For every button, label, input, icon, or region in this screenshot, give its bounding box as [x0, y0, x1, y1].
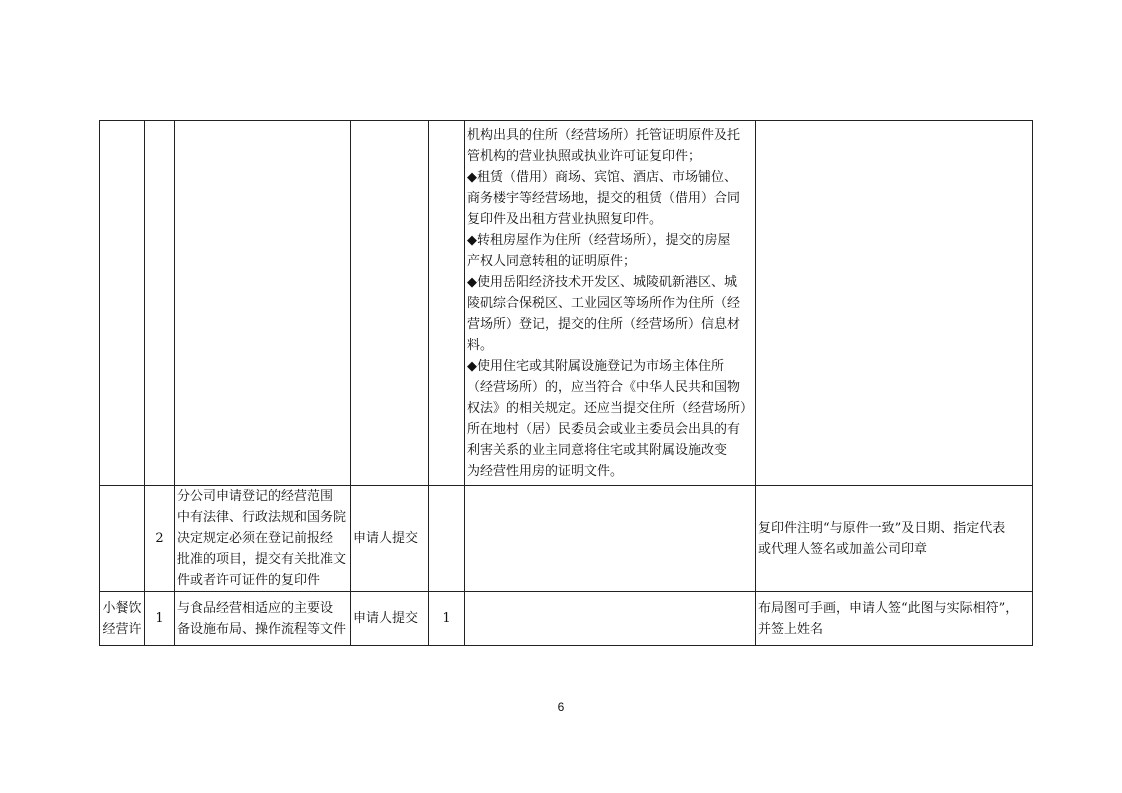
requirement-line: 陵矶综合保税区、工业园区等场所作为住所（经: [467, 295, 741, 311]
requirement-cell: [465, 486, 756, 592]
material-line: 批准的项目，提交有关批准文: [177, 552, 347, 567]
requirement-line: 料。: [467, 337, 494, 353]
requirement-line: ◆租赁（借用）商场、宾馆、酒店、市场铺位、: [467, 169, 737, 185]
page-number: 6: [557, 700, 565, 714]
material-line: 与食品经营相适应的主要设: [177, 600, 334, 616]
material-cell: [175, 592, 351, 646]
note-line: 复印件注明“与原件一致”及日期、指定代表: [758, 520, 1006, 536]
material-line: 分公司申请登记的经营范围: [177, 489, 334, 504]
index-cell: [145, 121, 175, 486]
requirement-cell: [465, 121, 756, 486]
requirement-line: 权法》的相关规定。还应当提交住所（经营场所）: [467, 400, 753, 416]
material-line: 中有法律、行政法规和国务院: [177, 510, 347, 525]
requirement-line: 为经营性用房的证明文件。: [467, 463, 624, 479]
category-cell: [100, 121, 145, 486]
note-line: 或代理人签名或加盖公司印章: [758, 541, 928, 557]
category-line: 经营许: [102, 621, 142, 637]
material-line: 决定规定必须在登记前报经: [177, 531, 334, 546]
material-line: 备设施布局、操作流程等文件: [177, 621, 347, 637]
category-cell: [100, 592, 145, 646]
source-cell: [351, 121, 429, 486]
requirement-line: 利害关系的业主同意将住宅或其附属设施改变: [467, 442, 728, 458]
requirement-cell: [465, 592, 756, 646]
table-row: [100, 592, 1033, 646]
source-cell: 申请人提交: [351, 486, 429, 592]
note-line: 并签上姓名: [758, 621, 824, 637]
requirement-line: ◆使用岳阳经济技术开发区、城陵矶新港区、城: [467, 274, 737, 290]
index-cell: 1: [145, 592, 175, 646]
table-row: [100, 486, 1033, 592]
requirement-line: 管机构的营业执照或执业许可证复印件；: [467, 148, 702, 164]
requirement-line: 营场所）登记，提交的住所（经营场所）信息材: [467, 316, 741, 332]
category-cell: [100, 486, 145, 592]
copies-cell: 1: [429, 592, 465, 646]
note-cell: [756, 486, 1033, 592]
requirement-line: 机构出具的住所（经营场所）托管证明原件及托: [467, 127, 741, 143]
requirement-line: ◆转租房屋作为住所（经营场所），提交的房屋: [467, 232, 731, 248]
table-row: [100, 121, 1033, 486]
materials-table: [99, 120, 1033, 646]
note-cell: [756, 592, 1033, 646]
material-cell: [175, 121, 351, 486]
note-cell: [756, 121, 1033, 486]
requirement-line: ◆使用住宅或其附属设施登记为市场主体住所: [467, 358, 724, 374]
source-cell: 申请人提交: [351, 592, 429, 646]
requirement-line: 复印件及出租方营业执照复印件。: [467, 211, 663, 227]
note-line: 布局图可手画，申请人签“此图与实际相符”，: [758, 600, 1019, 616]
copies-cell: [429, 486, 465, 592]
index-cell: 2: [145, 486, 175, 592]
requirement-line: 产权人同意转租的证明原件；: [467, 253, 637, 269]
requirement-line: 所在地村（居）民委员会或业主委员会出具的有: [467, 421, 741, 437]
category-line: 小餐饮: [102, 600, 142, 616]
copies-cell: [429, 121, 465, 486]
material-cell: [175, 486, 351, 592]
requirement-line: 商务楼宇等经营场地，提交的租赁（借用）合同: [467, 190, 741, 206]
requirement-line: （经营场所）的，应当符合《中华人民共和国物: [467, 379, 741, 395]
material-line: 件或者许可证件的复印件: [177, 573, 321, 588]
